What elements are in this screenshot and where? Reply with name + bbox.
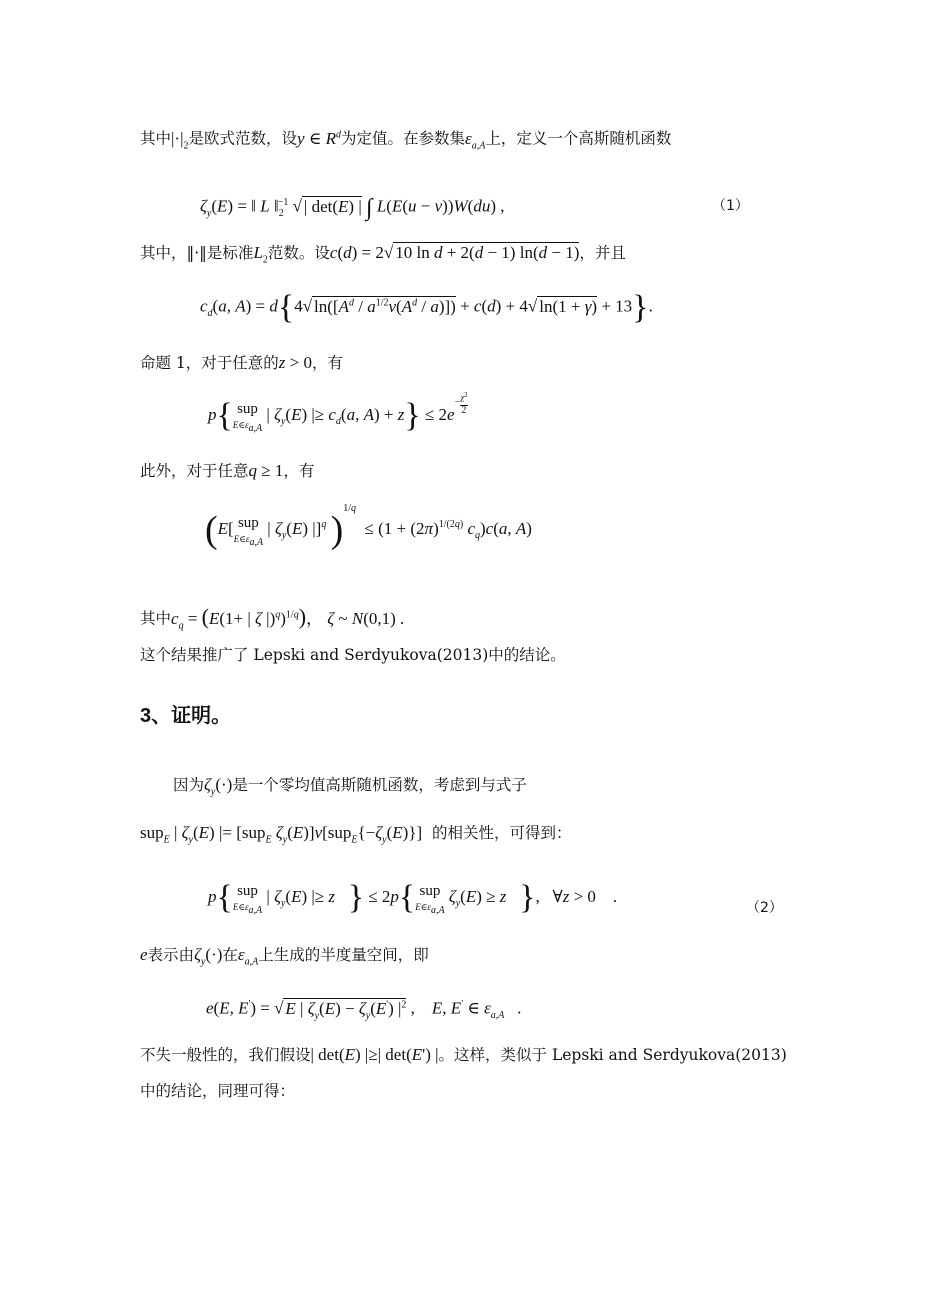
text: 在 [222, 946, 238, 964]
math: z > 0 [278, 353, 313, 372]
text-line [140, 822, 572, 851]
text: 不失一般性的，我们假设 [140, 1046, 311, 1064]
text: ，有 [312, 354, 344, 372]
text-line [140, 124, 671, 157]
text: ，并且 [579, 244, 626, 262]
text: 范数。设 [267, 244, 330, 262]
text-line [140, 460, 314, 482]
math: $\varepsilon_{a,A}$ [465, 128, 486, 152]
section-heading: 3、证明。 [140, 705, 232, 727]
text: 的相关性，可得到： [432, 824, 572, 842]
text: 上，定义一个高斯随机函数 [485, 129, 672, 148]
math: q ≥ 1 [248, 461, 284, 480]
math: $\zeta_y(\cdot)$ [194, 945, 223, 968]
text: 是一个零均值高斯随机函数，考虑到与式子 [232, 776, 527, 794]
text: 其中 [140, 129, 172, 148]
text-line [140, 944, 429, 973]
math: $L_2$ [253, 243, 268, 266]
math: e [140, 945, 148, 964]
math: c(d) = 2√ 10 ln d + 2(d − 1) ln(d − 1) [329, 243, 580, 262]
text-line: 中的结论，同理可得： [140, 1082, 296, 1100]
math: | det(E) |≥| det(E') | [310, 1045, 439, 1064]
math: $\varepsilon_{a,A}$ [237, 945, 259, 968]
text: 此外，对于任意 [140, 462, 249, 480]
text: 因为 [173, 776, 205, 794]
equation-prop1: p{ sup $E\in\varepsilon_{a,A}$ | $\zeta_y(E)$ |≥ $c_d(a$, $A) + z\} \le 2e^{- \frac{z^2}{2}}$ [208, 391, 468, 434]
equation-moment: (E[ sup $E\in\varepsilon_{a,A}$ | $\zeta_y(E)$ |]$^q$ )$^{1/q} \le (1 + (2\pi)^{1/(2q)}$ $c_q)c(a$, A) [205, 503, 532, 551]
equation-semimetric: e(E, E') = √ E | $\zeta_y(E) - \zeta_y(E')$ $|^2$ , E, E' ∈ $\varepsilon_{a,A}$ . [206, 998, 522, 1022]
text: ，有 [283, 462, 315, 480]
text: 为定值。在参数集 [341, 129, 466, 148]
text: 。这样，类似于 Lepski and Serdyukova(2013) [438, 1046, 787, 1064]
equation-cd: $c_d(a$, A) = d{4√ $\ln([A^d / a^{1/2}\nu(A^d / a)]) + c(d) + 4√$ ln(1 + γ) + 13}. [200, 288, 653, 326]
math: $c_q = (E(1+$ | ζ |)$^q$)$^{1/q}$)， ζ ~ N(0,1) . [171, 603, 405, 632]
text: 上生成的半度量空间，即 [258, 946, 429, 964]
math: $\zeta_y(\cdot)$ [204, 775, 233, 798]
equation-2: p{ sup $E\in\varepsilon_{a,A}$ | $\zeta_y(E)$ |≥ z } ≤ 2p{ sup $E\in\varepsilon_{a,A}$ $\zeta_y(E) \ge z$ }, ∀z > 0 . [208, 878, 618, 916]
text-line [140, 352, 343, 374]
text-line [173, 774, 527, 803]
math: $|\cdot|_2$ [171, 128, 189, 152]
text-line: 这个结果推广了 Lepski and Serdyukova(2013)中的结论。 [140, 646, 566, 664]
text-line [140, 242, 626, 271]
text: 命题 1，对于任意的 [140, 354, 279, 372]
equation-1: $\zeta_y(E)$ = ‖ L $‖_2^{-1}$ √ | det(E) | ∫ L(E(u − v))W(du) , [200, 194, 505, 221]
text: 是欧式范数，设 [188, 129, 297, 148]
text-line [140, 1044, 787, 1066]
text: 表示由 [147, 946, 195, 964]
math: y ∈ $R^d$ [297, 128, 342, 148]
math: sup$_E$ | $\zeta_y(E)$ |= [sup$_E$ $\zeta_y(E)]\nu[sup_E\{-\zeta_y(E)\}]$ [140, 823, 423, 846]
text: 其中 [140, 609, 172, 628]
equation-number: （1） [712, 198, 749, 214]
text: 其中，‖·‖是标准 [140, 244, 254, 262]
text-line [140, 604, 404, 637]
equation-number: （2） [746, 900, 783, 916]
